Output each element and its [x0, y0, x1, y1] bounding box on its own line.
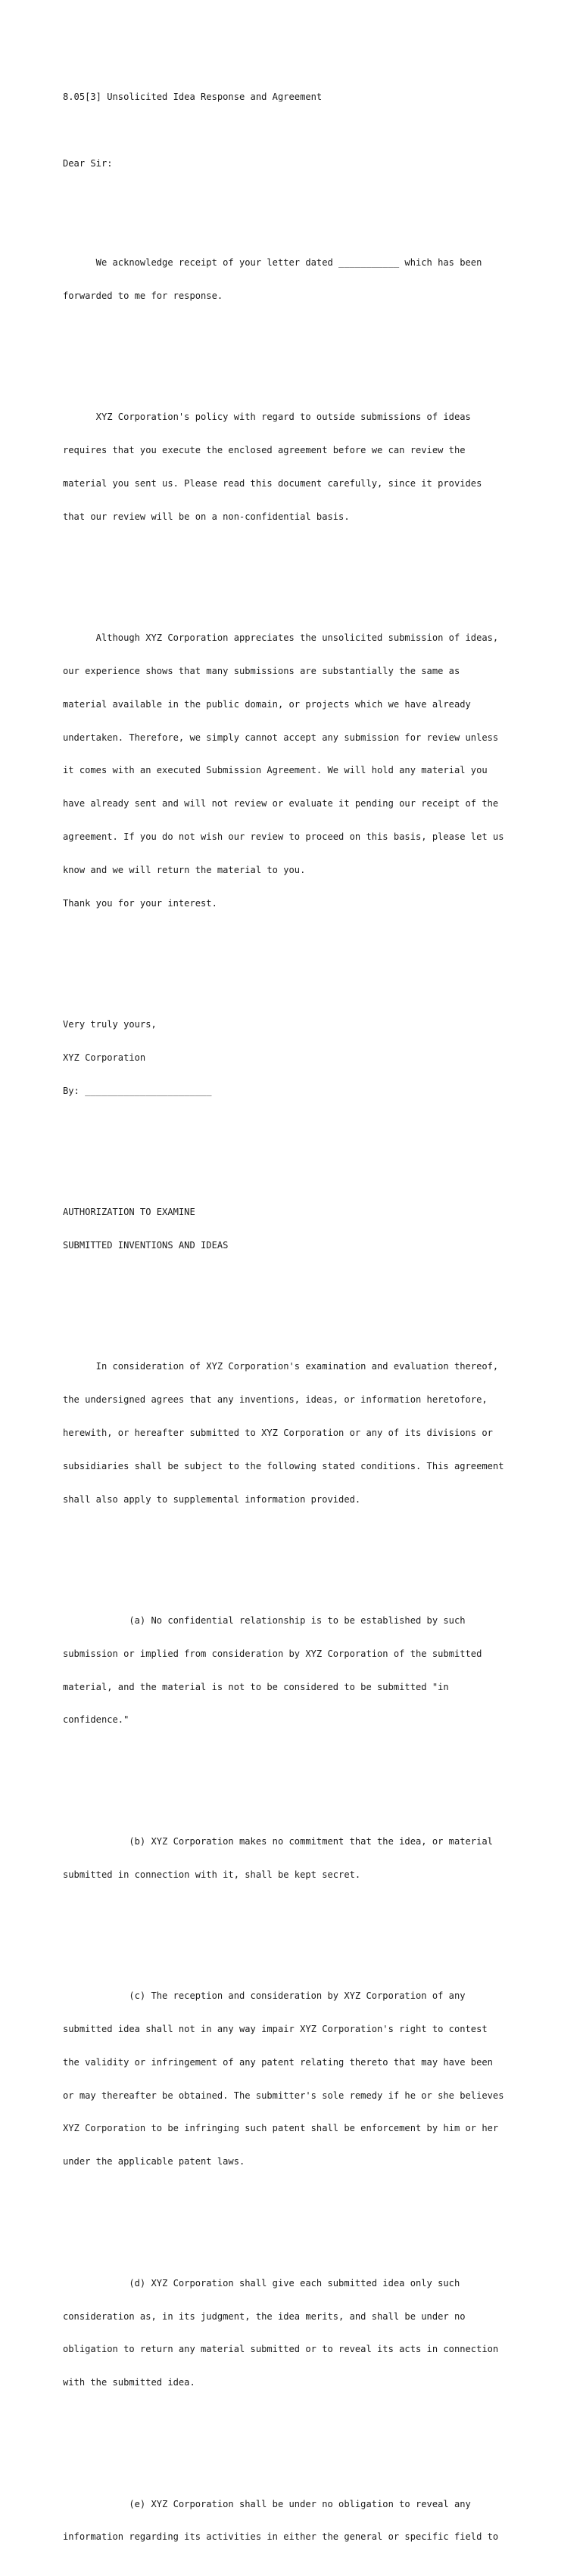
paragraph-line: or may thereafter be obtained. The submitter's sole remedy if he or she believes — [63, 2090, 504, 2101]
document-heading: 8.05[3] Unsolicited Idea Response and Agreement — [63, 92, 323, 103]
paragraph-line: subsidiaries shall be subject to the following stated conditions. This agreement — [63, 1460, 504, 1471]
paragraph-line: the undersigned agrees that any inventions, ideas, or information heretofore, — [63, 1394, 488, 1406]
paragraph-line: material, and the material is not to be considered to be submitted "in — [63, 1681, 449, 1692]
condition-a — [63, 1593, 532, 1748]
paragraph-line: with the submitted idea. — [63, 2377, 195, 2388]
spacer — [63, 2211, 532, 2223]
letter-paragraph-3 — [63, 611, 532, 931]
condition-d — [63, 2256, 532, 2410]
paragraph-line: it comes with an executed Submission Agreement. We will hold any material you — [63, 765, 488, 776]
paragraph-line: submission or implied from consideration by XYZ Corporation of the submitted — [63, 1648, 482, 1659]
paragraph-line: (e) XYZ Corporation shall be under no obligation to reveal any — [63, 2498, 471, 2509]
paragraph-line: In consideration of XYZ Corporation's examination and evaluation thereof, — [63, 1361, 499, 1372]
paragraph-line: (b) XYZ Corporation makes no commitment that the idea, or material — [63, 1836, 493, 1847]
paragraph-line: the validity or infringement of any patent relating thereto that may have been — [63, 2056, 493, 2068]
paragraph-line: have already sent and will not review or evaluate it pending our receipt of the — [63, 798, 499, 809]
paragraph-line: undertaken. Therefore, we simply cannot accept any submission for review unless — [63, 732, 499, 743]
condition-b — [63, 1814, 532, 1903]
paragraph-line: consideration as, in its judgment, the idea merits, and shall be under no — [63, 2310, 466, 2322]
letter-paragraph-2 — [63, 390, 532, 544]
paragraph-line: material available in the public domain, or projects which we have already — [63, 698, 471, 710]
paragraph-line: know and we will return the material to you. — [63, 864, 306, 875]
paragraph-line: We acknowledge receipt of your letter dated ___________ which has been — [63, 257, 482, 269]
spacer — [63, 346, 532, 357]
agreement-intro — [63, 1339, 532, 1527]
paragraph-line: (d) XYZ Corporation shall give each submitted idea only such — [63, 2277, 460, 2289]
paragraph-line: material you sent us. Please read this document carefully, since it provides — [63, 477, 482, 489]
paragraph-line: requires that you execute the enclosed agreement before we can review the — [63, 445, 466, 456]
spacer — [63, 567, 532, 578]
paragraph-line: agreement. If you do not wish our review to proceed on this basis, please let us — [63, 831, 504, 842]
paragraph-line: Although XYZ Corporation appreciates the unsolicited submission of ideas, — [63, 632, 499, 644]
spacer — [63, 125, 532, 136]
section-title-line: SUBMITTED INVENTIONS AND IDEAS — [63, 1239, 229, 1251]
paragraph-line: that our review will be on a non-confidential basis. — [63, 511, 350, 522]
spacer — [63, 1549, 532, 1561]
paragraph-line: submitted idea shall not in any way impair XYZ Corporation's right to contest — [63, 2024, 488, 2035]
paragraph-line: obligation to return any material submitted or to reveal its acts in connection — [63, 2344, 499, 2355]
paragraph-line: XYZ Corporation's policy with regard to outside submissions of ideas — [63, 412, 471, 423]
spacer — [63, 1295, 532, 1307]
paragraph-line: forwarded to me for response. — [63, 290, 223, 301]
section-title — [63, 1185, 532, 1273]
closing-line: Very truly yours, — [63, 1019, 157, 1030]
document-page — [63, 70, 532, 2576]
paragraph-line: confidence." — [63, 1714, 129, 1726]
spacer — [63, 2432, 532, 2444]
paragraph-line: information regarding its activities in either the general or specific field to — [63, 2531, 499, 2543]
paragraph-line: XYZ Corporation to be infringing such patent shall be enforcement by him or her — [63, 2123, 499, 2134]
paragraph-line: (a) No confidential relationship is to be established by such — [63, 1615, 466, 1627]
section-title-line: AUTHORIZATION TO EXAMINE — [63, 1207, 195, 1218]
spacer — [63, 191, 532, 203]
letter-closing — [63, 997, 532, 1119]
spacer — [63, 953, 532, 965]
signature-line: By: _______________________ — [63, 1085, 212, 1096]
spacer — [63, 1770, 532, 1781]
condition-e — [63, 2476, 532, 2565]
spacer — [63, 1141, 532, 1152]
paragraph-line: our experience shows that many submissions are substantially the same as — [63, 666, 460, 677]
paragraph-line: Thank you for your interest. — [63, 897, 217, 909]
spacer — [63, 1925, 532, 1936]
paragraph-line: (c) The reception and consideration by XYZ Corporation of any — [63, 1990, 466, 2002]
paragraph-line: submitted in connection with it, shall be kept secret. — [63, 1869, 361, 1880]
closing-line: XYZ Corporation — [63, 1052, 146, 1063]
condition-c — [63, 1969, 532, 2189]
letter-paragraph-1 — [63, 235, 532, 324]
paragraph-line: shall also apply to supplemental information provided. — [63, 1493, 361, 1505]
paragraph-line: herewith, or hereafter submitted to XYZ Corporation or any of its divisions or — [63, 1428, 493, 1439]
paragraph-line: under the applicable patent laws. — [63, 2156, 245, 2167]
salutation: Dear Sir: — [63, 157, 113, 169]
